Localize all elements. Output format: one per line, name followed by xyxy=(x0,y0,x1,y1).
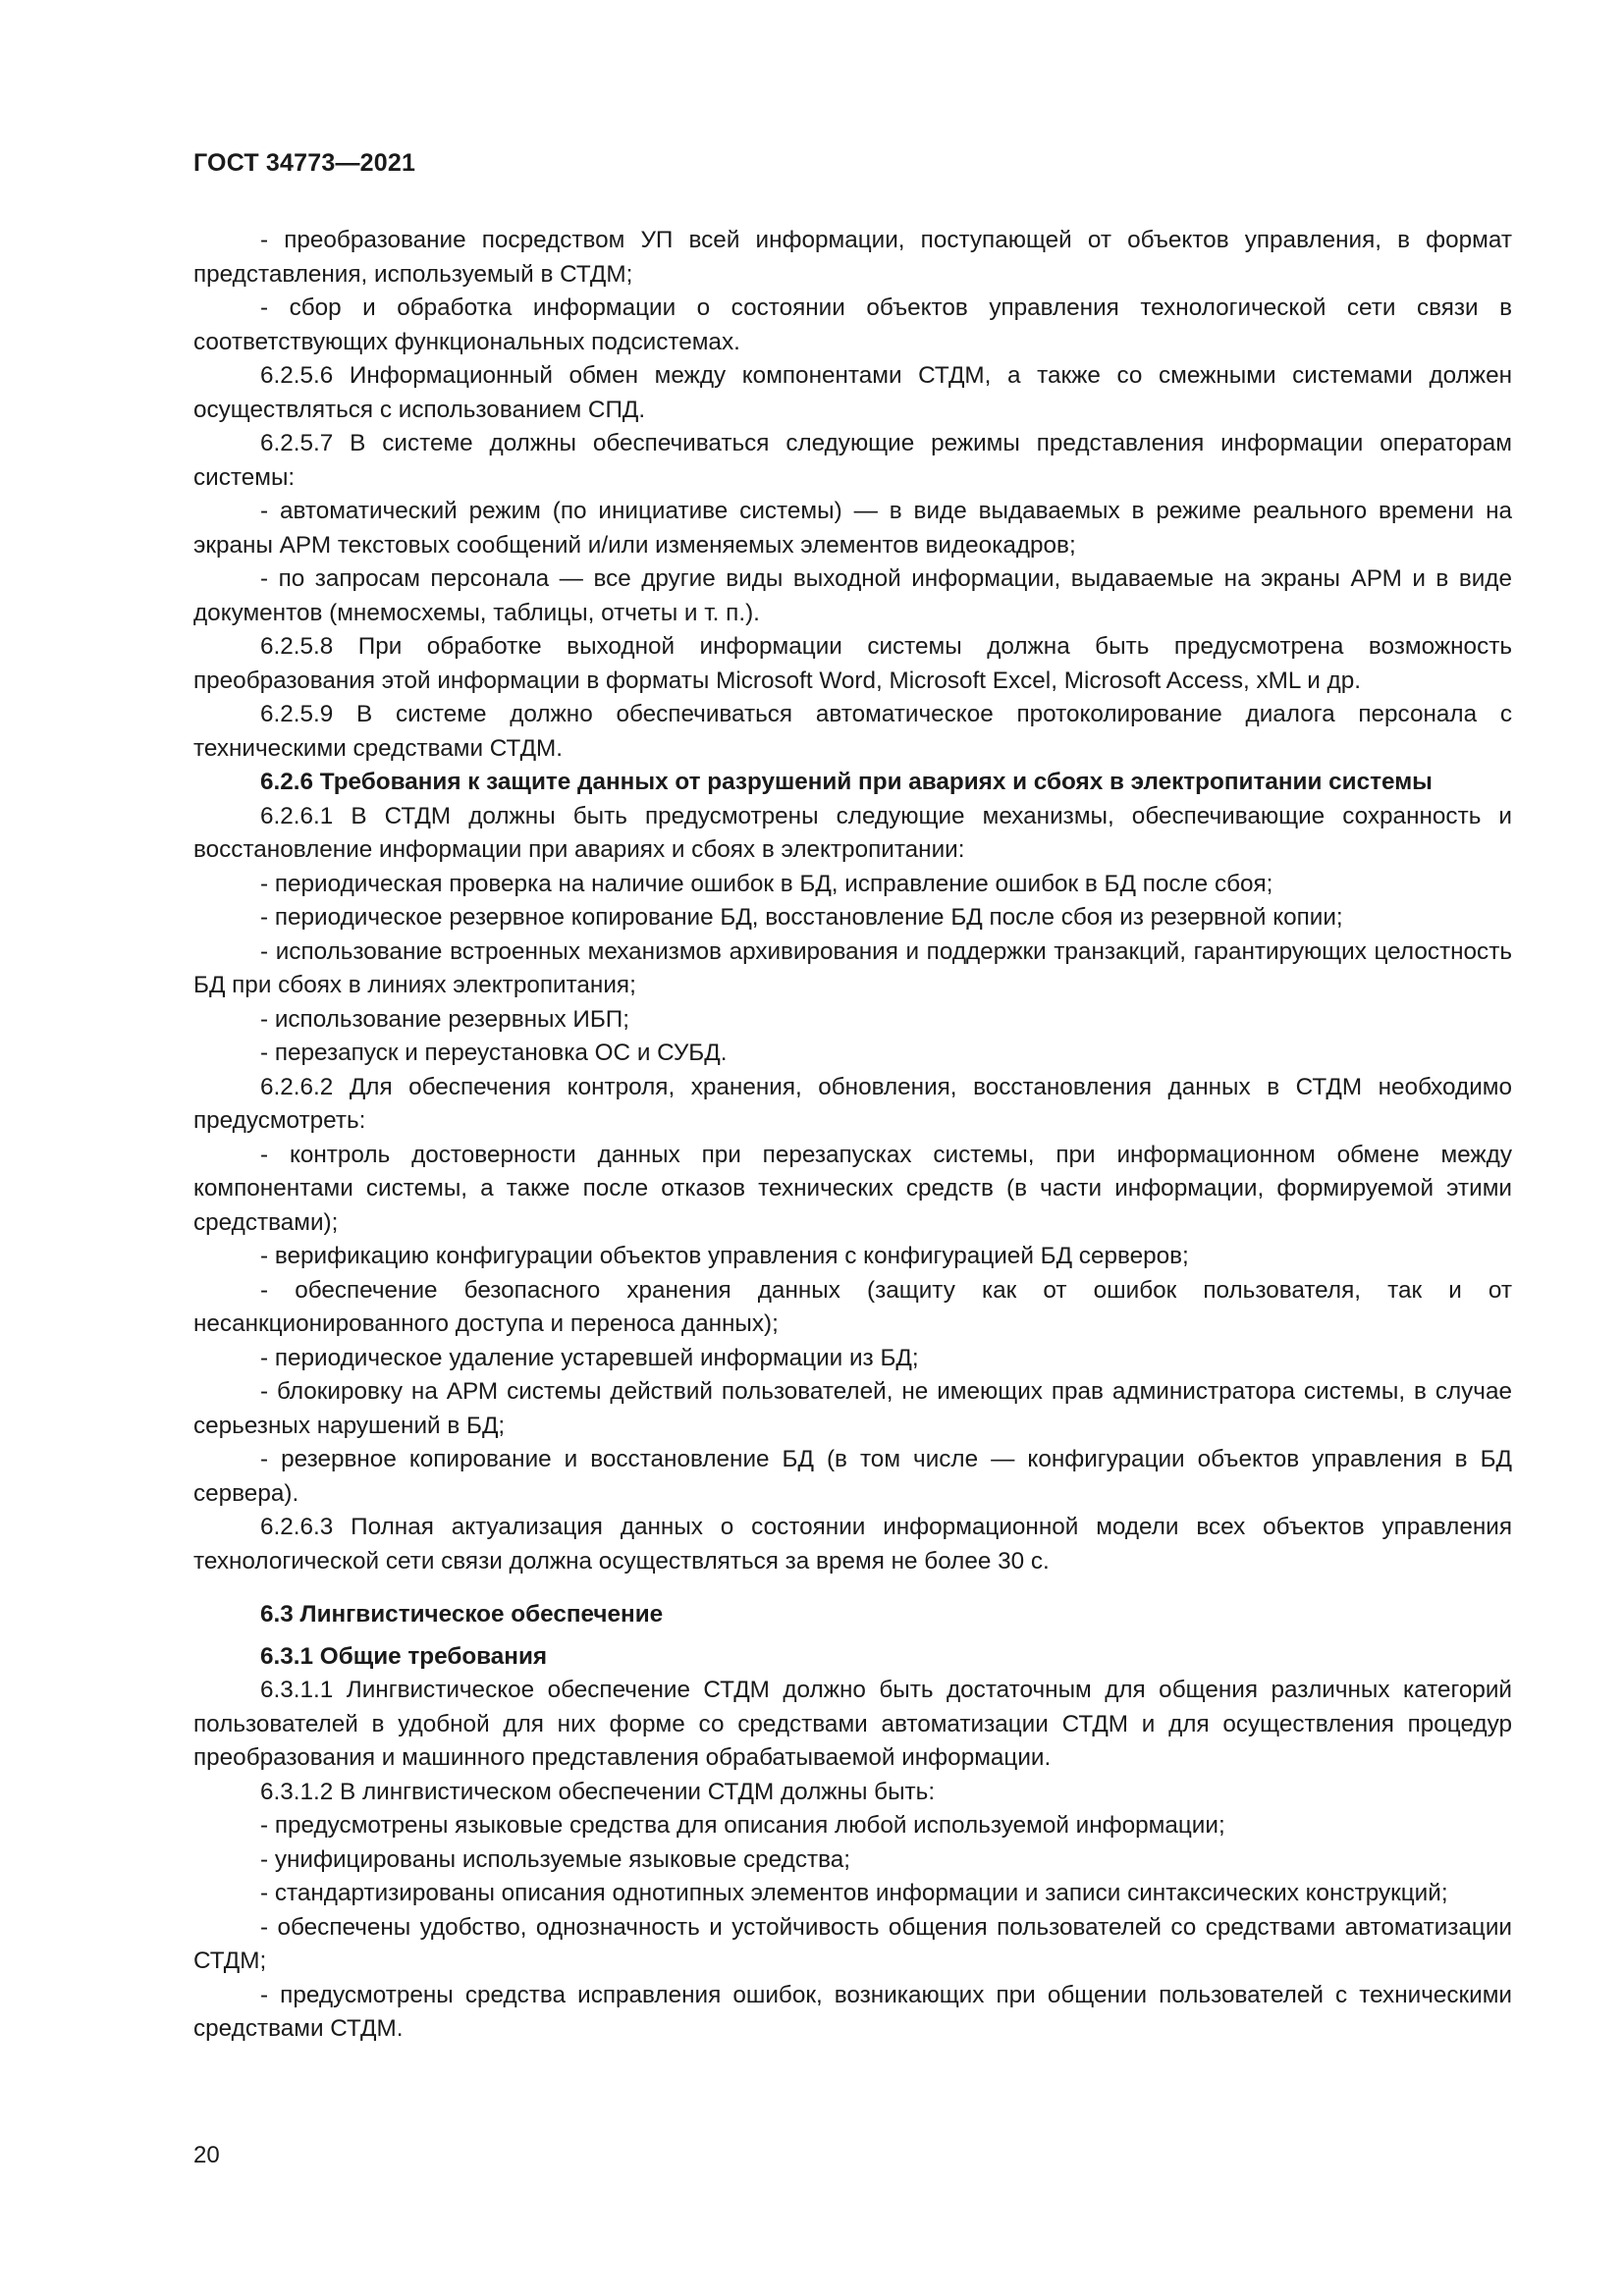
paragraph: 6.2.5.7 В системе должны обеспечиваться следующие режимы представления информации операторам системы: xyxy=(193,430,1512,491)
paragraph: - контроль достоверности данных при перезапусках системы, при информационном обмене между компонентами системы, а также после отказов технических средств (в части информации, формируемой этими средствами); xyxy=(193,1141,1512,1236)
paragraph: - периодическое удаление устаревшей информации из БД; xyxy=(260,1344,919,1371)
document-body xyxy=(193,224,1512,2047)
paragraph: - сбор и обработка информации о состоянии объектов управления технологической сети связи в соответствующих функциональных подсистемах. xyxy=(193,294,1512,355)
paragraph: - резервное копирование и восстановление БД (в том числе — конфигурации объектов управления в БД сервера). xyxy=(193,1446,1512,1507)
paragraph: 6.2.6.2 Для обеспечения контроля, хранения, обновления, восстановления данных в СТДМ необходимо предусмотреть: xyxy=(193,1073,1512,1134)
paragraph: - обеспечение безопасного хранения данных (защиту как от ошибок пользователя, так и от несанкционированного доступа и переноса данных); xyxy=(193,1276,1512,1337)
section-heading-linguistic: 6.3 Лингвистическое обеспечение xyxy=(260,1601,664,1628)
paragraph: - обеспечены удобство, однозначность и устойчивость общения пользователей со средствами автоматизации СТДМ; xyxy=(193,1913,1512,1974)
subsection-heading-general: 6.3.1 Общие требования xyxy=(260,1642,548,1670)
paragraph: - блокировку на АРМ системы действий пользователей, не имеющих прав администратора системы, в случае серьезных нарушений в БД; xyxy=(193,1378,1512,1439)
paragraph: - верификацию конфигурации объектов управления с конфигурацией БД серверов; xyxy=(260,1243,1189,1269)
paragraph: 6.2.5.9 В системе должно обеспечиваться автоматическое протоколирование диалога персонала с техническими средствами СТДМ. xyxy=(193,701,1512,762)
paragraph: - автоматический режим (по инициативе системы) — в виде выдаваемых в режиме реального времени на экраны АРМ текстовых сообщений и/или изменяемых элементов видеокадров; xyxy=(193,498,1512,559)
paragraph: - периодическая проверка на наличие ошибок в БД, исправление ошибок в БД после сбоя; xyxy=(260,870,1273,897)
paragraph: 6.2.5.8 При обработке выходной информации системы должна быть предусмотрена возможность преобразования этой информации в форматы Microsoft Word, Microsoft Excel, Microsoft Access, xML и др. xyxy=(193,633,1512,694)
paragraph: - периодическое резервное копирование БД, восстановление БД после сбоя из резервной копии; xyxy=(260,904,1343,931)
paragraph: - использование резервных ИБП; xyxy=(260,1005,630,1033)
document-header: ГОСТ 34773—2021 xyxy=(193,149,416,177)
paragraph: - унифицированы используемые языковые средства; xyxy=(260,1845,851,1873)
section-heading: 6.2.6 Требования к защите данных от разрушений при авариях и сбоях в электропитании системы xyxy=(260,769,1433,795)
paragraph: 6.3.1.1 Лингвистическое обеспечение СТДМ должно быть достаточным для общения различных категорий пользователей в удобной для них форме со средствами автоматизации СТДМ и для осуществления процедур преобразования и машинного представления обрабатываемой информации. xyxy=(193,1677,1512,1771)
paragraph: 6.2.6.3 Полная актуализация данных о состоянии информационной модели всех объектов управления технологической сети связи должна осуществляться за время не более 30 с. xyxy=(193,1514,1512,1575)
paragraph: 6.3.1.2 В лингвистическом обеспечении СТДМ должны быть: xyxy=(260,1778,936,1805)
paragraph: - использование встроенных механизмов архивирования и поддержки транзакций, гарантирующих целостность БД при сбоях в линиях электропитания; xyxy=(193,937,1512,998)
paragraph: - преобразование посредством УП всей информации, поступающей от объектов управления, в формат представления, используемый в СТДМ; xyxy=(193,227,1512,288)
paragraph: 6.2.6.1 В СТДМ должны быть предусмотрены следующие механизмы, обеспечивающие сохранность и восстановление информации при авариях и сбоях в электропитании: xyxy=(193,802,1512,863)
paragraph: - перезапуск и переустановка ОС и СУБД. xyxy=(260,1040,728,1066)
paragraph: - по запросам персонала — все другие виды выходной информации, выдаваемые на экраны АРМ и в виде документов (мнемосхемы, таблицы, отчеты и т. п.). xyxy=(193,565,1512,626)
paragraph: 6.2.5.6 Информационный обмен между компонентами СТДМ, а также со смежными системами должен осуществляться с использованием СПД. xyxy=(193,362,1512,423)
page-number: 20 xyxy=(193,2142,220,2168)
paragraph: - стандартизированы описания однотипных элементов информации и записи синтаксических конструкций; xyxy=(260,1880,1448,1906)
paragraph: - предусмотрены языковые средства для описания любой используемой информации; xyxy=(260,1812,1225,1839)
paragraph: - предусмотрены средства исправления ошибок, возникающих при общении пользователей с техническими средствами СТДМ. xyxy=(193,1981,1512,2042)
